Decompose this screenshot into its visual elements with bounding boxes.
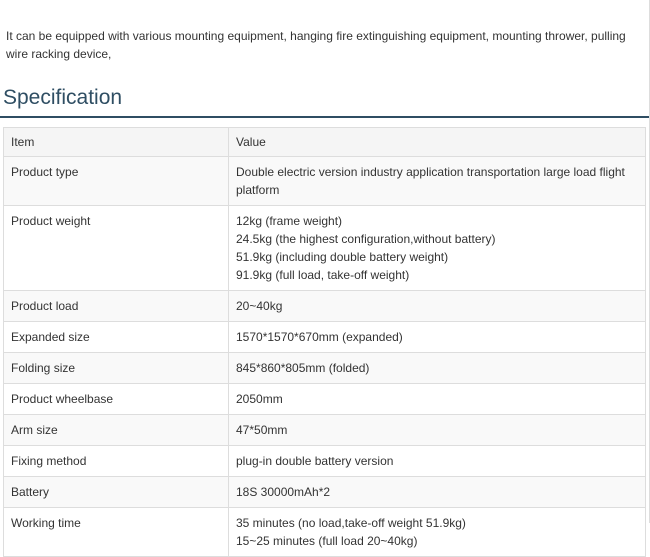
column-header-value: Value — [229, 128, 646, 157]
row-item-cell: Expanded size — [4, 322, 229, 353]
table-row — [4, 415, 646, 446]
table-row — [4, 384, 646, 415]
row-value-line: 2050mm — [236, 392, 283, 406]
row-value-line: 15~25 minutes (full load 20~40kg) — [236, 534, 418, 548]
row-value-line: 20~40kg — [236, 299, 283, 313]
row-value-line: 845*860*805mm (folded) — [236, 361, 370, 375]
row-value-line: 1570*1570*670mm (expanded) — [236, 330, 403, 344]
row-item-cell: Product type — [4, 157, 229, 206]
row-item-cell: Folding size — [4, 353, 229, 384]
row-value-cell — [229, 446, 646, 477]
row-value-cell — [229, 206, 646, 291]
row-value-line: plug-in double battery version — [236, 454, 394, 468]
row-item-cell: Product load — [4, 291, 229, 322]
row-value-line: 35 minutes (no load,take-off weight 51.9kg) — [236, 516, 466, 530]
row-value-line: 91.9kg (full load, take-off weight) — [236, 268, 410, 282]
row-value-line: 24.5kg (the highest configuration,without battery) — [236, 232, 496, 246]
row-item-cell: Fixing method — [4, 446, 229, 477]
table-row — [4, 322, 646, 353]
row-item-cell: Arm size — [4, 415, 229, 446]
table-row — [4, 291, 646, 322]
section-title: Specification — [3, 86, 123, 109]
row-value-line: 51.9kg (including double battery weight) — [236, 250, 449, 264]
table-row — [4, 446, 646, 477]
column-header-item: Item — [4, 128, 229, 157]
table-row — [4, 206, 646, 291]
row-value-line: 12kg (frame weight) — [236, 214, 343, 228]
row-item-cell: Working time — [4, 508, 229, 557]
row-value-cell — [229, 322, 646, 353]
table-header-row — [4, 128, 646, 157]
row-item-cell: Battery — [4, 477, 229, 508]
row-value-line: Double electric version industry application transportation large load flight platform — [236, 165, 625, 197]
table-row — [4, 508, 646, 557]
row-value-line: 18S 30000mAh*2 — [236, 485, 331, 499]
row-value-cell — [229, 353, 646, 384]
table-row — [4, 477, 646, 508]
row-value-cell — [229, 415, 646, 446]
row-value-cell — [229, 477, 646, 508]
row-value-cell — [229, 508, 646, 557]
row-item-cell: Product weight — [4, 206, 229, 291]
row-item-cell: Product wheelbase — [4, 384, 229, 415]
row-value-cell — [229, 157, 646, 206]
intro-paragraph: It can be equipped with various mounting equipment, hanging fire extinguishing equipment, mounting thrower, pulling wire racking device, — [6, 29, 626, 61]
row-value-cell — [229, 291, 646, 322]
table-row — [4, 353, 646, 384]
row-value-cell — [229, 384, 646, 415]
specification-table — [3, 127, 646, 557]
table-row — [4, 157, 646, 206]
section-title-underline — [0, 116, 649, 118]
row-value-line: 47*50mm — [236, 423, 288, 437]
